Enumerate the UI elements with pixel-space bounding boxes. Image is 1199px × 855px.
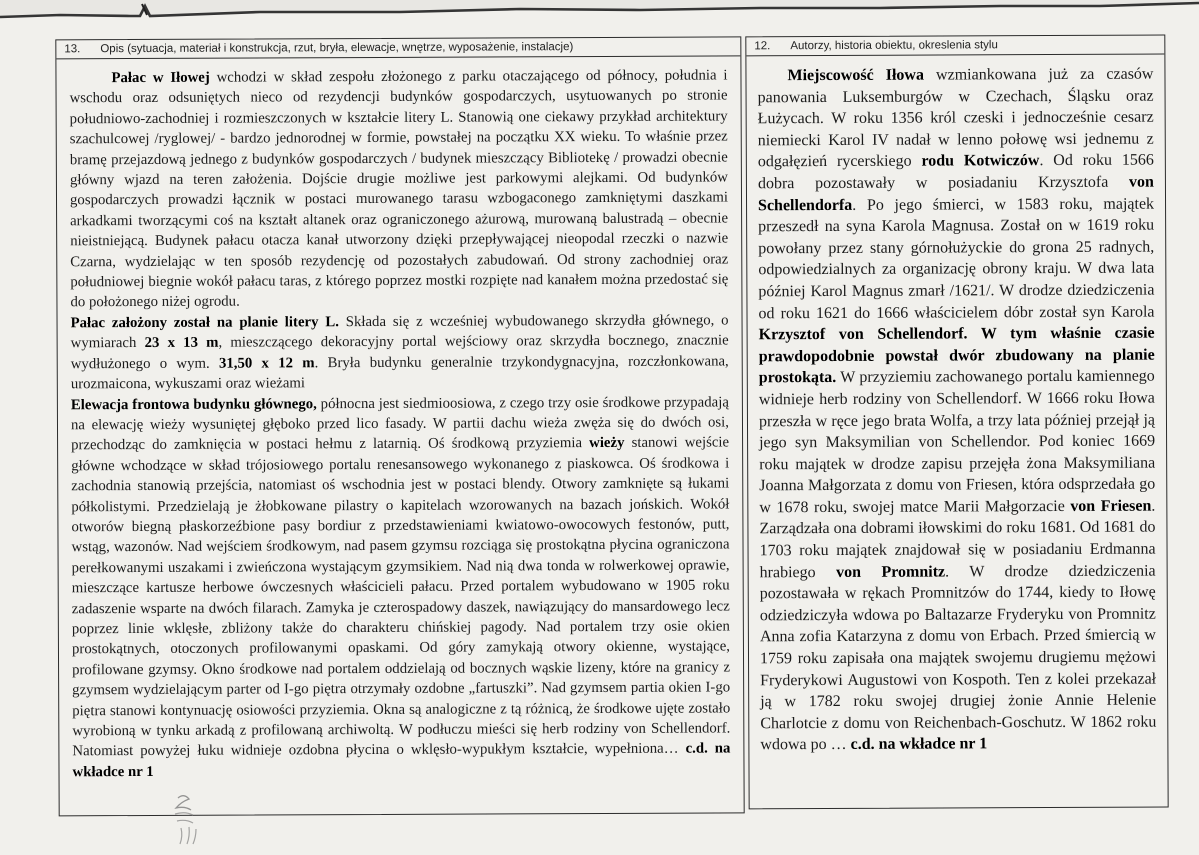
right-column-body [746,55,1167,763]
bold-text-run: Elewacja frontowa budynku głównego, [70,395,317,413]
bold-text-run: Miejscowość Iłowa [787,66,924,85]
text-run: . Bryła budynku generalnie trzykondygnacyjna, rozczłonkowana, urozmaicona, wykuszami oraz wieżami [70,353,729,393]
text-run: stanowi wejście główne wchodzące w skład trójosiowego portalu renesansowego wykonanego z piaskowca. Oś środkowa i zachodnia stanowią przejścia, natomiast oś wschodnia jest w postaci blendy. Otwory zamknięte są łukami półkolistymi. Przedzielają je żłobkowane pilastry o kapitelach wzorowanych na bazach jońskich. Wokół otworów biegną płaskorzeźbione pasy bordiur z przedstawieniami kwiatowo-owocowych festonów, putt, wstąg, wazonów. Nad wejściem środkowym, nad pasem gzymsu rozciąga się prostokątna płycina ograniczona perełkowanymi uszakami i zwieńczona wystającym gzymsikiem. Nad nią dwa tonda w rolwerkowej oprawie, mieszczące kartusze herbowe ówczesnych właścicieli pałacu. Przed portalem wybudowano w 1905 roku zadaszenie wsparte na dwóch filarach. Zamyka je czterospadowy daszek, nawiązujący do mansardowego lecz poprzez linie wklęsłe, zbliżony także do charakteru chińskiej pagody. Nad portalem trzy osie okien prostokątnych, otoczonych profilowanymi opaskami. Od góry zamykają otwory okienne, wystające, profilowane gzymsy. Okno środkowe nad portalem oddzielają od bocznych wąskie lizeny, które na granicy z gzymsem wydzielającym parter od I-go piętra otrzymały ozdobne „fartuszki”. Nad gzymsem partia okien I-go piętra stanowi kontynuację osiowości przyziemia. Okna są analogiczne z tą różnicą, że środkowe ujęte zostało wyrobioną w tynku arkadą z profilowaną archiwoltą. W podłuczu mieści się herb rodziny von Schellendorf. Natomiast powyżej łuku widnieje ozdobna płycina o wklęsło-wypukłym kształcie, wypełniona… [71,434,731,760]
bold-text-run: wieży [589,435,625,452]
bold-text-run: 31,50 x 12 m [218,354,315,372]
text-run: . Zarządzała ona dobrami iłowskimi do roku 1681. Od 1681 do 1703 roku majątek znajdował się w posiadaniu Erdmanna hrabiego [759,497,1156,581]
text-run: wzmiankowana już za czasów panowania Luksemburgów w Czechach, Śląsku oraz Łużycach. W roku 1356 król czeski i jednocześnie cesarz niemiecki Karol IV nadał w lenno połowę wsi jednemu z odgałęzień rycerskiego [757,65,1154,171]
right-section-number: 12. [754,40,771,53]
left-section-title: Opis (sytuacja, materiał i konstrukcja, rzut, bryła, elewacje, wnętrze, wyposażenie, instalacje) [100,41,574,56]
bold-text-run: Pałac założony został na planie litery L. [70,314,339,332]
paragraph [71,310,729,394]
text-run: północna jest siedmioosiowa, z czego trzy osie środkowe przypadają na elewację wieży wysuniętej głęboko przed lico fasady. W partii dachu wieża zwęża się do dwóch osi, przechodząc do zamknięcia w postaci hełmu z latarnią. Oś środkową przyziemia [70,393,730,454]
bold-text-run: rodu Kotwiczów [921,152,1040,170]
text-run: . Po jego śmierci, w 1583 roku, majątek przeszedł na syna Karola Magnusa. Został on w 1619 roku powołany przez stany górnołużyckie do grona 25 radnych, odpowiedzialnych za organizację obrony kraju. W dwa lata później Karol Magnus zmarł /1621/. W drodze dziedziczenia od roku 1621 do 1666 właścicielem dóbr został syn Karola [758,195,1155,322]
text-run: . Od roku 1566 dobra pozostawały w posiadaniu Krzysztofa [757,151,1154,193]
bold-text-run: c.d. na wkładce nr 1 [850,735,988,754]
bold-text-run: von Schellendorfa [758,173,1154,214]
paragraph [69,65,728,313]
bold-text-run: von Promnitz [836,563,946,581]
paragraph [757,64,1156,757]
left-section-number: 13. [64,43,81,56]
bold-text-run: c.d. na wkładce nr 1 [72,740,731,781]
right-section-title: Autorzy, historia obiektu, okreslenia stylu [790,39,998,53]
text-run: , mieszczącego dekoracyjny portal wejściowy oraz skrzydła bocznego, znacznie wydłużonego o wym. [70,332,729,372]
bold-text-run: Pałac w Iłowej [111,69,210,87]
left-column-body [56,56,743,788]
left-column [55,36,744,816]
right-column-header [746,36,1164,57]
text-run: . W drodze dziedziczenia pozostawała w rękach Promnitzów do 1744, kiedy to Iłowę odziedziczyła wdowa po Baltazarze Fryderyku von Promnitz Anna zofia Katarzyna z domu von Erbach. Przed śmiercią w 1759 roku zapisała ona majątek swojemu drugiemu mężowi Fryderykowi Augustowi von Kospoth. Ten z kolei przekazał ją w 1782 roku swojej drugiej żonie Annie Helenie Charlotcie z domu von Reichenbach-Goschutz. W 1862 roku wdowa po … [759,562,1157,754]
bold-text-run: 23 x 13 m [144,334,219,352]
right-column [745,35,1168,810]
bold-text-run: Krzysztof von Schellendorf. W tym właśnie czasie prawdopodobnie powstał dwór zbudowany na planie prostokąta. [758,324,1155,387]
text-run: wchodzi w skład zespołu złożonego z parku otaczającego od północy, południa i wschodu oraz odsuniętych nieco od rezydencji budynków gospodarczych, usytuowanych po stronie południowo-zachodniej i rozmieszczonych w kształcie litery L. Stanowią one ciekawy przykład architektury szachulcowej /ryglowej/ - bardzo jednorodnej w formie, powstałej na początku XX wieku. To właśnie przez bramę przejazdową jednego z budynków gospodarczych / budynek mieszczący Bibliotekę / prowadzi obecnie główny wjazd na teren założenia. Dojście drugie możliwe jest parkowymi alejkami. Od budynków gospodarczych prowadzi łącznik w postaci murowanego tarasu wzbogaconego zamkniętymi daszkami arkadkami tworzącymi coś na kształt altanek oraz ograniczonego ażurową, murowaną balustradą – obecnie nieistniejącą. Budynek pałacu otacza kanał utworzony dzięki przepływającej nieopodal rzeczki o nazwie Czarna, wydzielając w ten sposób rezydencję od pozostałych zabudowań. Od strony zachodniej oraz południowej biegnie wokół pałacu taras, z którego poprzez mostki rozpięte nad kanałem można przedostać się do położonego niżej ogrodu. [69,67,729,311]
paragraph [71,392,731,783]
text-run: Składa się z wcześniej wybudowanego skrzydła głównego, o wymiarach [70,312,729,352]
bold-text-run: von Friesen [1070,497,1152,515]
text-run: W przyziemiu zachowanego portalu kamiennego widnieje herb rodziny von Schellendorf. W 1666 roku Iłowa przeszła w ręce jego brata Wolfa, a trzy lata później przejął ją jego syn Maksymilian von Schellendor. Pod koniec 1669 roku majątek w drodze zapisu przejęła żona Maksymiliana Joanna Małgorzata z domu von Friesen, która odsprzedała go w 1678 roku, swojej matce Marii Małgorzacie [758,367,1156,517]
